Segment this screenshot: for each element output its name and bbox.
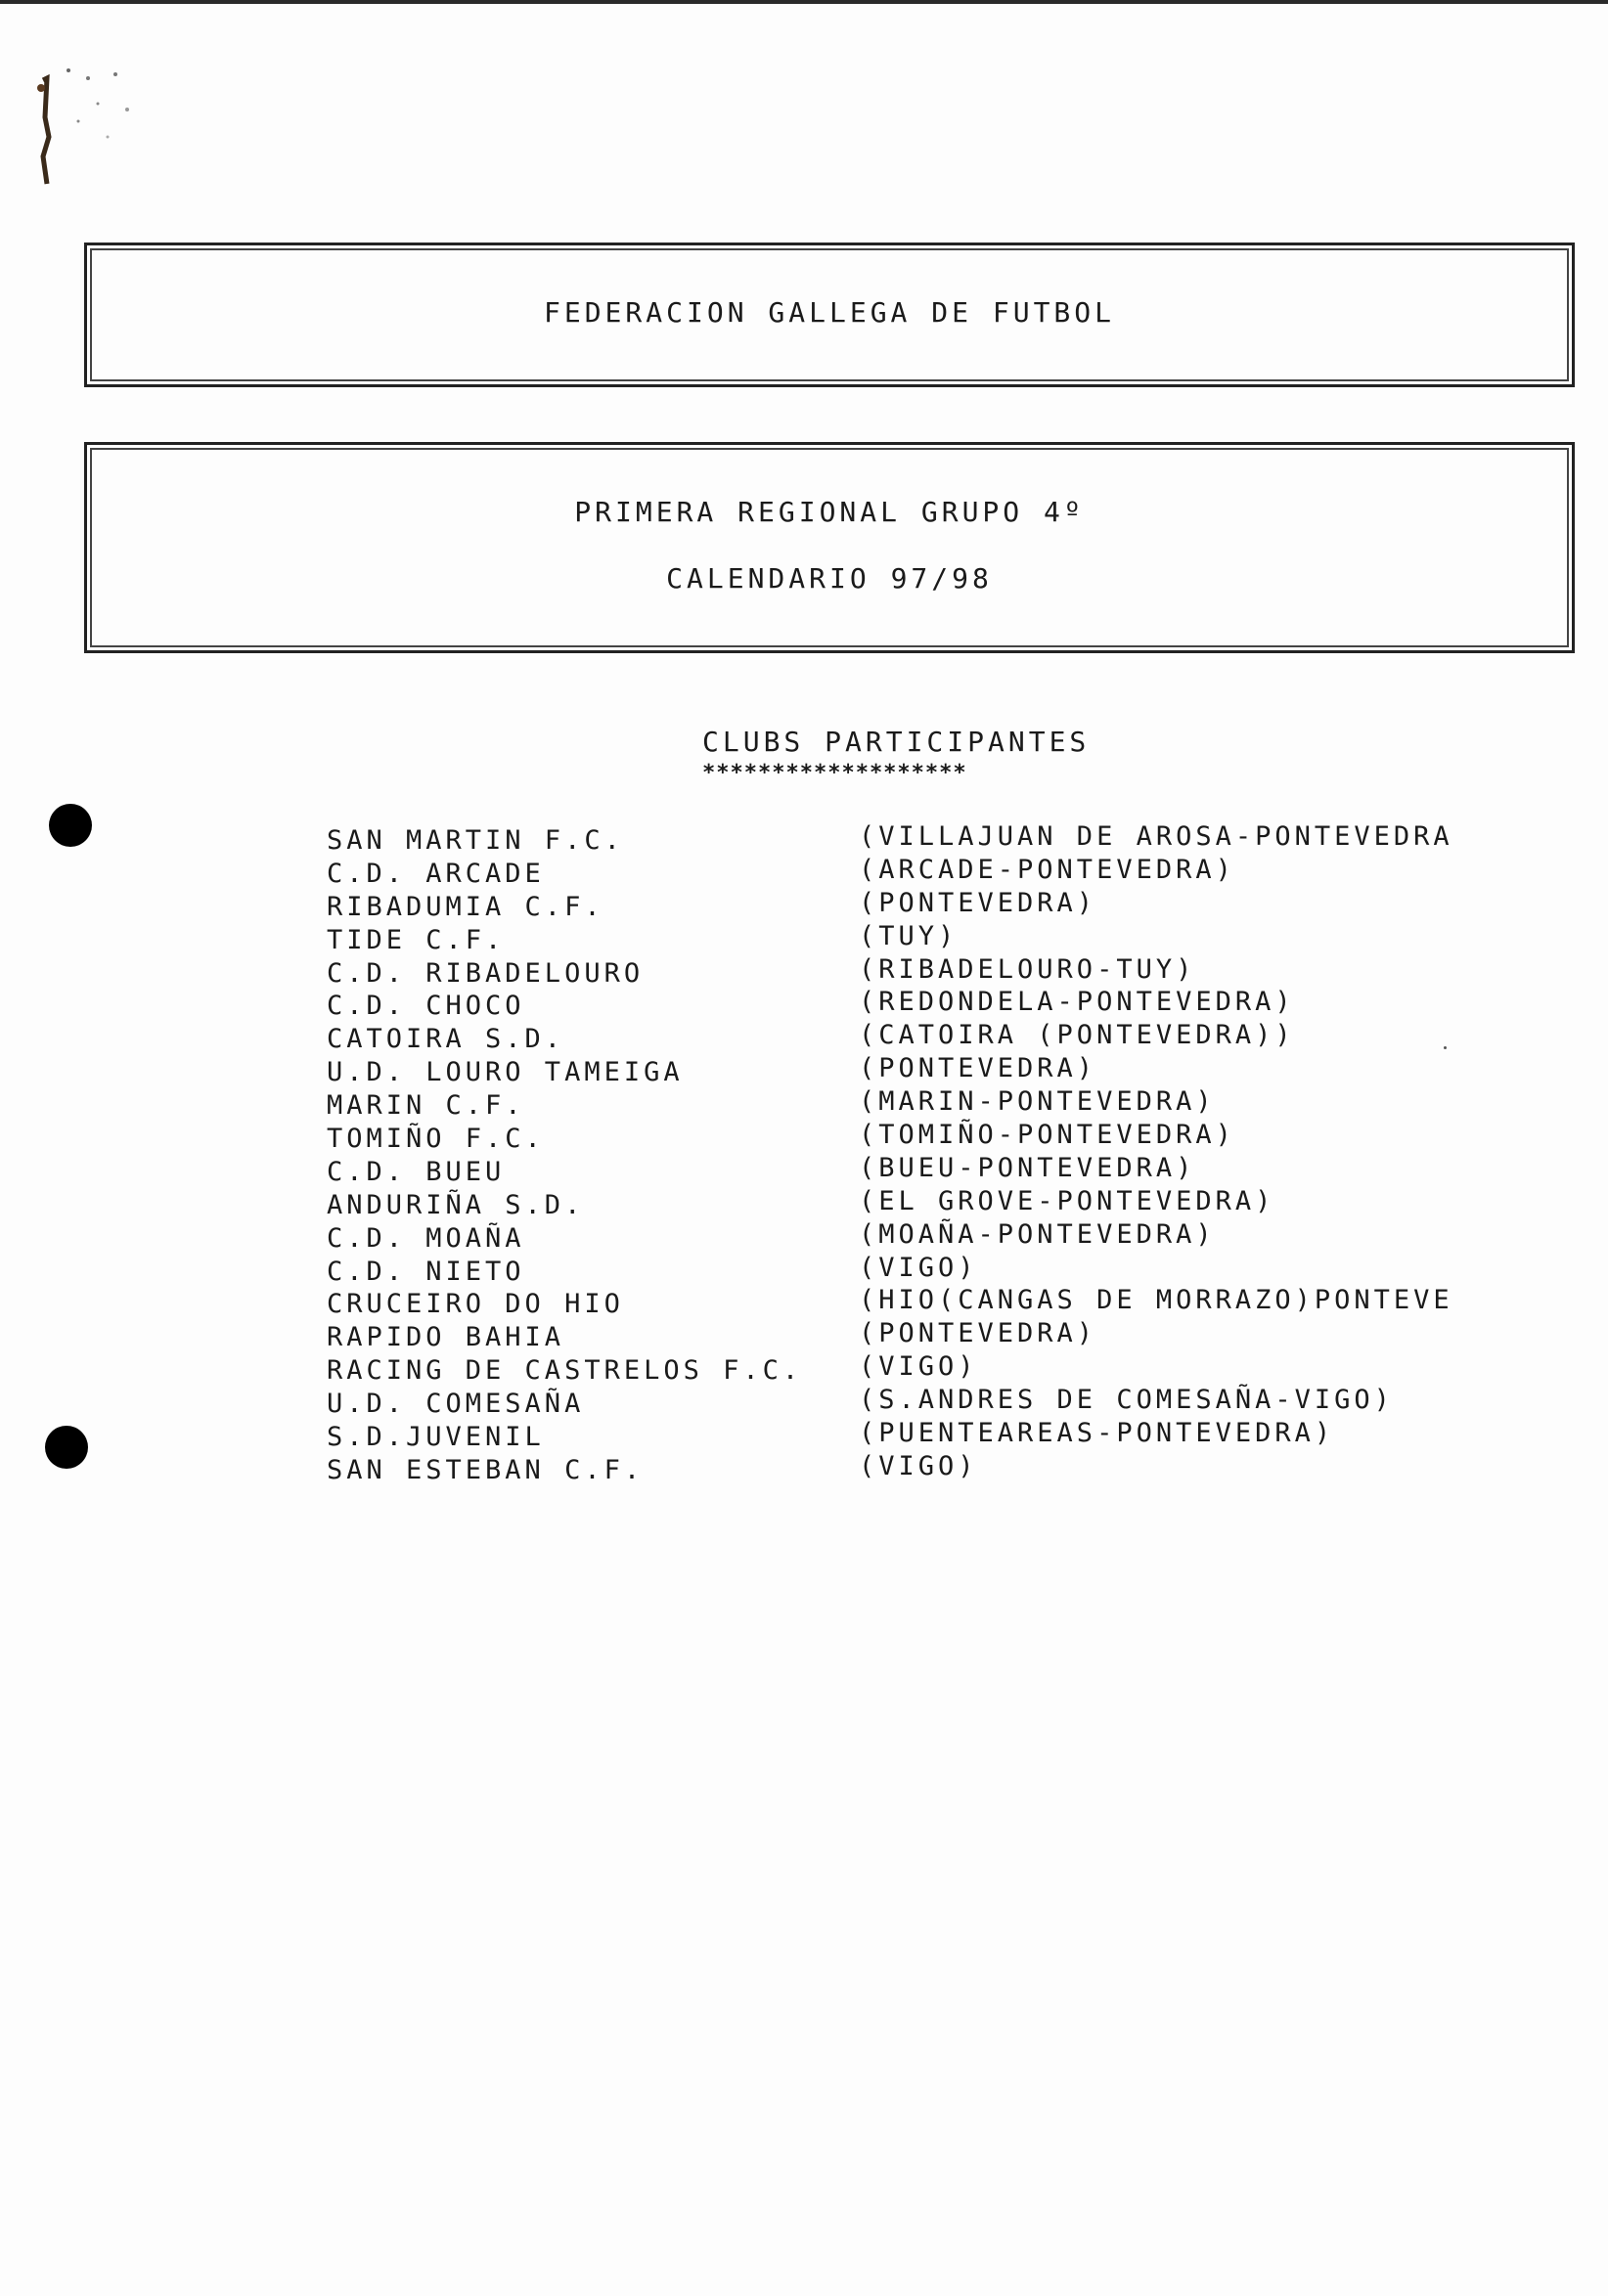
list-item bbox=[327, 1020, 1500, 1057]
club-location: (PONTEVEDRA) bbox=[859, 1053, 1097, 1084]
club-name: SAN ESTEBAN C.F. bbox=[327, 1454, 645, 1485]
list-item bbox=[327, 1450, 1500, 1488]
club-location: (MOAÑA-PONTEVEDRA) bbox=[859, 1218, 1216, 1250]
club-location: (HIO(CANGAS DE MORRAZO)PONTEVE bbox=[859, 1285, 1453, 1316]
list-item bbox=[327, 887, 1500, 925]
federation-header-box bbox=[84, 243, 1575, 387]
club-location: (BUEU-PONTEVEDRA) bbox=[859, 1152, 1196, 1183]
club-name: C.D. ARCADE bbox=[327, 858, 545, 889]
club-name: MARIN C.F. bbox=[327, 1090, 525, 1122]
clubs-section-title: CLUBS PARTICIPANTES bbox=[702, 726, 1091, 758]
club-name: U.D. COMESAÑA bbox=[327, 1389, 585, 1420]
list-item bbox=[327, 1152, 1500, 1190]
club-location: (EL GROVE-PONTEVEDRA) bbox=[859, 1185, 1275, 1216]
paper-speck bbox=[1444, 1046, 1447, 1049]
list-item bbox=[327, 821, 1500, 859]
list-item bbox=[327, 1252, 1500, 1290]
punch-hole bbox=[45, 1426, 88, 1469]
competition-name: PRIMERA REGIONAL GRUPO 4º bbox=[574, 496, 1085, 528]
club-location: (MARIN-PONTEVEDRA) bbox=[859, 1086, 1216, 1118]
club-name: C.D. NIETO bbox=[327, 1256, 525, 1287]
page-top-edge bbox=[0, 0, 1608, 4]
club-name: RAPIDO BAHIA bbox=[327, 1322, 565, 1353]
club-location: (RIBADELOURO-TUY) bbox=[859, 953, 1196, 985]
club-location: (TUY) bbox=[859, 920, 959, 951]
club-name: S.D.JUVENIL bbox=[327, 1422, 545, 1453]
club-location: (VIGO) bbox=[859, 1351, 978, 1383]
clubs-section-underline: ******************* bbox=[702, 761, 967, 785]
club-name: RIBADUMIA C.F. bbox=[327, 891, 604, 922]
club-location: (CATOIRA (PONTEVEDRA)) bbox=[859, 1020, 1295, 1051]
club-location: (VIGO) bbox=[859, 1450, 978, 1481]
club-location: (REDONDELA-PONTEVEDRA) bbox=[859, 987, 1295, 1018]
club-name: TOMIÑO F.C. bbox=[327, 1124, 545, 1155]
list-item bbox=[327, 1418, 1500, 1455]
club-name: C.D. MOAÑA bbox=[327, 1222, 525, 1254]
list-item bbox=[327, 920, 1500, 958]
competition-header-box bbox=[84, 442, 1575, 653]
list-item bbox=[327, 1053, 1500, 1090]
club-name: C.D. BUEU bbox=[327, 1156, 506, 1187]
club-name: CRUCEIRO DO HIO bbox=[327, 1289, 624, 1320]
club-location: (PONTEVEDRA) bbox=[859, 887, 1097, 918]
club-name: C.D. RIBADELOURO bbox=[327, 957, 645, 989]
list-item bbox=[327, 1285, 1500, 1322]
list-item bbox=[327, 854, 1500, 892]
club-location: (S.ANDRES DE COMESAÑA-VIGO) bbox=[859, 1385, 1394, 1416]
club-name: ANDURIÑA S.D. bbox=[327, 1189, 585, 1220]
list-item bbox=[327, 1086, 1500, 1124]
club-location: (VIGO) bbox=[859, 1252, 978, 1283]
club-location: (PUENTEAREAS-PONTEVEDRA) bbox=[859, 1418, 1335, 1449]
club-name: CATOIRA S.D. bbox=[327, 1024, 565, 1055]
clubs-list bbox=[327, 821, 1500, 1488]
federation-title: FEDERACION GALLEGA DE FUTBOL bbox=[543, 296, 1115, 329]
list-item bbox=[327, 1385, 1500, 1422]
list-item bbox=[327, 1318, 1500, 1355]
club-name: U.D. LOURO TAMEIGA bbox=[327, 1057, 684, 1088]
club-location: (TOMIÑO-PONTEVEDRA) bbox=[859, 1120, 1235, 1151]
list-item bbox=[327, 987, 1500, 1024]
ink-smudge-mark bbox=[29, 59, 166, 196]
list-item bbox=[327, 953, 1500, 992]
club-name: RACING DE CASTRELOS F.C. bbox=[327, 1355, 803, 1387]
list-item bbox=[327, 1218, 1500, 1257]
club-name: SAN MARTIN F.C. bbox=[327, 825, 624, 856]
club-location: (VILLAJUAN DE AROSA-PONTEVEDRA bbox=[859, 821, 1453, 852]
list-item bbox=[327, 1120, 1500, 1157]
club-location: (ARCADE-PONTEVEDRA) bbox=[859, 854, 1235, 885]
calendar-season: CALENDARIO 97/98 bbox=[666, 562, 993, 595]
club-name: C.D. CHOCO bbox=[327, 991, 525, 1022]
punch-hole bbox=[49, 804, 92, 847]
club-name: TIDE C.F. bbox=[327, 924, 506, 955]
club-location: (PONTEVEDRA) bbox=[859, 1318, 1097, 1349]
list-item bbox=[327, 1185, 1500, 1223]
